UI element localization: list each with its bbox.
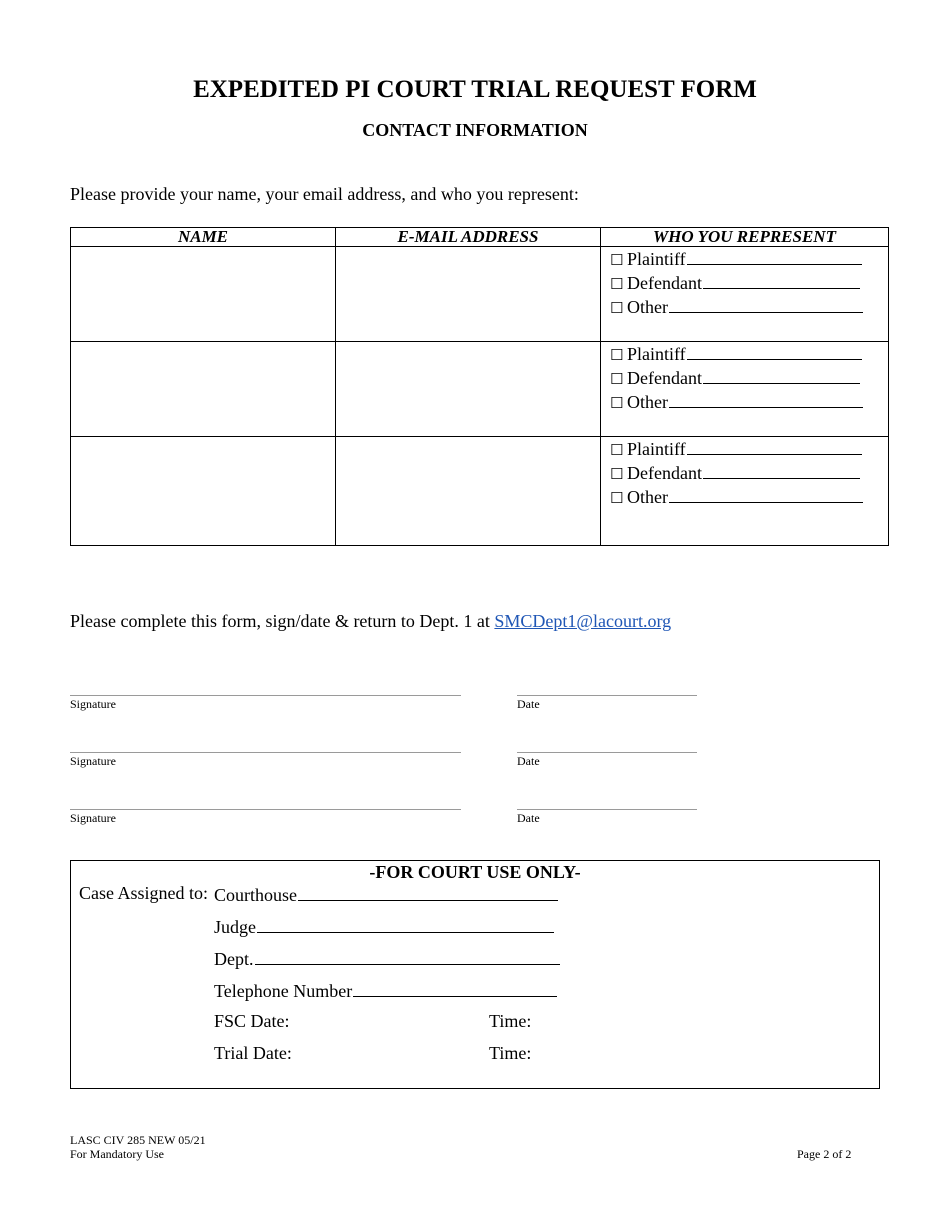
date-line[interactable] xyxy=(517,809,697,810)
courthouse-label: Courthouse xyxy=(214,885,297,905)
option-plaintiff xyxy=(610,247,888,271)
date-line[interactable] xyxy=(517,752,697,753)
signature-label: Signature xyxy=(70,811,116,825)
option-label: Defendant xyxy=(627,273,702,293)
represent-cell xyxy=(601,247,889,342)
trial-date-label: Trial Date: xyxy=(214,1043,292,1063)
represent-cell xyxy=(601,437,889,546)
blank-line[interactable] xyxy=(669,295,863,313)
signature-line[interactable] xyxy=(70,752,461,753)
blank-line[interactable] xyxy=(703,271,860,289)
option-label: Plaintiff xyxy=(627,249,686,269)
courthouse-line[interactable] xyxy=(298,883,558,901)
blank-line[interactable] xyxy=(669,390,863,408)
date-label: Date xyxy=(517,754,540,768)
judge-label: Judge xyxy=(214,917,256,937)
signature-label: Signature xyxy=(70,697,116,711)
date-line[interactable] xyxy=(517,695,697,696)
section-title: CONTACT INFORMATION xyxy=(362,120,588,140)
checkbox-icon[interactable]: ☐ xyxy=(610,346,624,364)
name-cell[interactable] xyxy=(71,437,336,546)
option-label: Other xyxy=(627,297,668,317)
court-use-title: -FOR COURT USE ONLY- xyxy=(369,862,581,882)
intro-text: Please provide your name, your email address, and who you represent: xyxy=(70,184,579,204)
table-row xyxy=(71,437,889,546)
form-code: LASC CIV 285 NEW 05/21 xyxy=(70,1133,206,1147)
dept-field xyxy=(214,947,560,970)
blank-line[interactable] xyxy=(687,437,862,455)
mandatory-use: For Mandatory Use xyxy=(70,1147,164,1161)
dept-line[interactable] xyxy=(255,947,560,965)
page-number: Page 2 of 2 xyxy=(797,1147,852,1161)
fsc-date-label: FSC Date: xyxy=(214,1011,290,1031)
name-cell[interactable] xyxy=(71,247,336,342)
signature-line[interactable] xyxy=(70,695,461,696)
checkbox-icon[interactable]: ☐ xyxy=(610,441,624,459)
checkbox-icon[interactable]: ☐ xyxy=(610,251,624,269)
email-cell[interactable] xyxy=(336,342,601,437)
column-header-represent: WHO YOU REPRESENT xyxy=(601,228,889,247)
checkbox-icon[interactable]: ☐ xyxy=(610,299,624,317)
telephone-field xyxy=(214,979,557,1002)
fsc-time-label: Time: xyxy=(489,1011,532,1031)
table-header-row xyxy=(71,228,889,247)
option-other xyxy=(610,295,888,319)
checkbox-icon[interactable]: ☐ xyxy=(610,465,624,483)
blank-line[interactable] xyxy=(669,485,863,503)
footer-left xyxy=(70,1133,206,1161)
checkbox-icon[interactable]: ☐ xyxy=(610,275,624,293)
option-label: Plaintiff xyxy=(627,344,686,364)
option-other xyxy=(610,485,888,509)
option-label: Plaintiff xyxy=(627,439,686,459)
signature-line[interactable] xyxy=(70,809,461,810)
option-plaintiff xyxy=(610,342,888,366)
checkbox-icon[interactable]: ☐ xyxy=(610,370,624,388)
email-cell[interactable] xyxy=(336,247,601,342)
email-link[interactable]: SMCDept1@lacourt.org xyxy=(494,611,672,631)
column-header-name: NAME xyxy=(71,228,336,247)
option-label: Defendant xyxy=(627,463,702,483)
telephone-label: Telephone Number xyxy=(214,981,353,1001)
blank-line[interactable] xyxy=(687,342,862,360)
option-defendant xyxy=(610,366,888,390)
trial-time-label: Time: xyxy=(489,1043,532,1063)
option-plaintiff xyxy=(610,437,888,461)
date-label: Date xyxy=(517,697,540,711)
table-row xyxy=(71,342,889,437)
email-cell[interactable] xyxy=(336,437,601,546)
blank-line[interactable] xyxy=(703,366,860,384)
option-label: Other xyxy=(627,487,668,507)
option-label: Defendant xyxy=(627,368,702,388)
column-header-email: E-MAIL ADDRESS xyxy=(336,228,601,247)
judge-field xyxy=(214,915,554,938)
instruction-text: Please complete this form, sign/date & return to Dept. 1 at xyxy=(70,611,495,631)
blank-line[interactable] xyxy=(687,247,862,265)
name-cell[interactable] xyxy=(71,342,336,437)
option-defendant xyxy=(610,271,888,295)
return-instruction xyxy=(70,611,671,632)
option-label: Other xyxy=(627,392,668,412)
option-other xyxy=(610,390,888,414)
blank-line[interactable] xyxy=(703,461,860,479)
signature-label: Signature xyxy=(70,754,116,768)
table-row xyxy=(71,247,889,342)
courthouse-field xyxy=(214,883,558,906)
checkbox-icon[interactable]: ☐ xyxy=(610,489,624,507)
court-use-box xyxy=(70,860,880,1089)
form-title: EXPEDITED PI COURT TRIAL REQUEST FORM xyxy=(193,76,757,103)
represent-cell xyxy=(601,342,889,437)
telephone-line[interactable] xyxy=(353,979,557,997)
option-defendant xyxy=(610,461,888,485)
dept-label: Dept. xyxy=(214,949,254,969)
checkbox-icon[interactable]: ☐ xyxy=(610,394,624,412)
date-label: Date xyxy=(517,811,540,825)
case-assigned-label: Case Assigned to: xyxy=(79,883,208,903)
contact-table xyxy=(70,227,889,546)
judge-line[interactable] xyxy=(257,915,554,933)
